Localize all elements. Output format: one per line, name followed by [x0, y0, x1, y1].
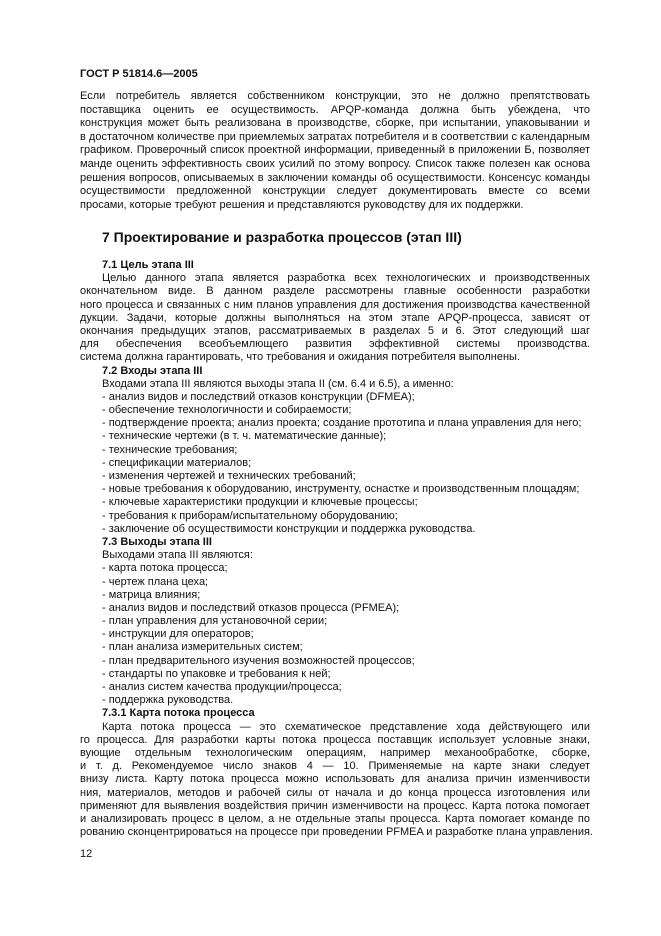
page-number: 12	[80, 848, 93, 860]
list-item: - анализ видов и последствий отказов конструкции (DFMEA);	[102, 390, 415, 403]
text-line: го процесса. Для разработки карты потока процесса поставщик использует условные знаки,	[80, 733, 590, 746]
text-line: и т. д. Рекомендуемое число знаков 4 — 10. Применяемые на карте знаки следует	[80, 760, 590, 773]
text-line: окончательном виде. В данном разделе рассмотрены главные особенности разработки	[80, 285, 590, 298]
text-line: вующие отдельным технологическим операциям, например механообработке, сборке,	[80, 746, 590, 759]
document-header: ГОСТ Р 51814.6—2005	[80, 68, 198, 80]
list-item: - изменения чертежей и технических требований;	[102, 470, 356, 482]
list-item: - технические требования;	[102, 443, 238, 456]
text-line: графиком. Проверочный список проектной информации, приведенный в приложении Б, позволяет	[80, 144, 590, 157]
list-item: - новые требования к оборудованию, инструменту, оснастке и производственным площадям;	[102, 483, 580, 496]
section-7-1-heading: 7.1 Цель этапа III	[102, 259, 194, 271]
text-line: система должна гарантировать, что требования и ожидания потребителя выполнены.	[80, 351, 521, 364]
list-item: - чертеж плана цеха;	[102, 575, 209, 588]
text-line: окончания предыдущих этапов, рассматриваемых в разделах 5 и 6. Этот следующий шаг	[80, 324, 590, 337]
list-item: - технические чертежи (в т. ч. математические данные);	[102, 430, 387, 443]
text-line: ного процесса и связанных с ним планов управления для достижения производства качественной	[80, 298, 590, 311]
list-item: - карта потока процесса;	[102, 562, 228, 575]
list-item: - ключевые характеристики продукции и ключевые процессы;	[102, 496, 418, 509]
text-line: применяют для выявления воздействия причин изменчивости на процесс. Карта потока помогает	[80, 799, 590, 812]
list-item: - обеспечение технологичности и собираемости;	[102, 404, 352, 417]
text-line: внизу листа. Карту потока процесса можно использовать для анализа причин изменчивости	[80, 773, 590, 786]
text-line: ния, материалов, методов и рабочей силы от начала и до конца процесса изготовления или	[80, 786, 590, 799]
section-7-2-intro: Входами этапа III являются выходы этапа II (см. 6.4 и 6.5), а именно:	[102, 377, 454, 390]
text-line: просами, которые требуют решения и представляются руководству для их поддержки.	[80, 198, 524, 211]
text-line: осуществимости предложенной конструкции следует документировать вместе со всеми	[80, 185, 590, 198]
text-line: рованию сконцентрироваться на процессе при проведении PFMEA и разработке плана управления.	[80, 826, 593, 839]
section-7-3-1-paragraph	[80, 720, 593, 840]
list-item: - поддержка руководства.	[102, 694, 234, 707]
section-7-3-intro: Выходами этапа III являются:	[102, 549, 253, 562]
text-line: манде оценить эффективность своих усилий по этому вопросу. Список также полезен как основа	[80, 157, 590, 170]
section-7-3-list	[80, 562, 590, 707]
list-item: - стандарты по упаковке и требования к ней;	[102, 667, 331, 680]
list-item: - план анализа измерительных систем;	[102, 641, 303, 654]
text-line: Если потребитель является собственником конструкции, это не должно препятствовать	[80, 90, 590, 102]
list-item: - заключение об осуществимости конструкции и поддержка руководства.	[102, 522, 476, 535]
text-line: в достаточном количестве при приемлемых затратах потребителя и в соответствии с календарным	[80, 130, 590, 143]
text-line: для обеспечения всеобъемлющего развития эффективной системы производства.	[80, 338, 590, 351]
list-item: - спецификации материалов;	[102, 456, 252, 469]
text-line: Карта потока процесса — это схематическое представление хода действующего или	[102, 720, 590, 733]
list-item: - анализ видов и последствий отказов процесса (PFMEA);	[102, 601, 400, 614]
list-item: - требования к приборам/испытательному оборудованию;	[102, 509, 398, 522]
text-line: Целью данного этапа является разработка всех технологических и производственных	[102, 272, 590, 285]
section-7-3-heading: 7.3 Выходы этапа III	[102, 535, 212, 548]
list-item: - анализ систем качества продукции/процесса;	[102, 681, 342, 693]
list-item: - план предварительного изучения возможностей процессов;	[102, 654, 415, 667]
intro-paragraph	[80, 90, 590, 212]
section-7-1	[80, 259, 593, 839]
section-7-heading: 7 Проектирование и разработка процессов (этап III)	[102, 229, 462, 245]
text-line: поставщика оценить ее осуществимость. APQP-команда должна быть убеждена, что	[80, 103, 590, 116]
list-item: - инструкции для операторов;	[102, 628, 254, 641]
text-line: дукции. Задачи, которые должны выполняться на этом этапе APQP-процесса, зависят от	[80, 311, 590, 324]
text-line: решения вопросов, описываемых в заключении команды об осуществимости. Консенсус команды	[80, 171, 590, 184]
text-line: и анализировать процесс в целом, а не отдельные этапы процесса. Карта помогает команде по	[80, 812, 590, 825]
text-line: конструкция может быть реализована в производстве, сборке, при испытании, упаковывании и	[80, 117, 590, 130]
list-item: - подтверждение проекта; анализ проекта; создание прототипа и плана управления для него;	[102, 417, 582, 430]
section-7-1-paragraph	[80, 272, 590, 364]
section-7-3-1-heading: 7.3.1 Карта потока процесса	[102, 707, 255, 720]
section-7-2-list	[80, 391, 590, 536]
list-item: - план управления для установочной серии;	[102, 615, 328, 628]
section-7-2-heading: 7.2 Входы этапа III	[102, 364, 203, 377]
list-item: - матрица влияния;	[102, 588, 201, 601]
